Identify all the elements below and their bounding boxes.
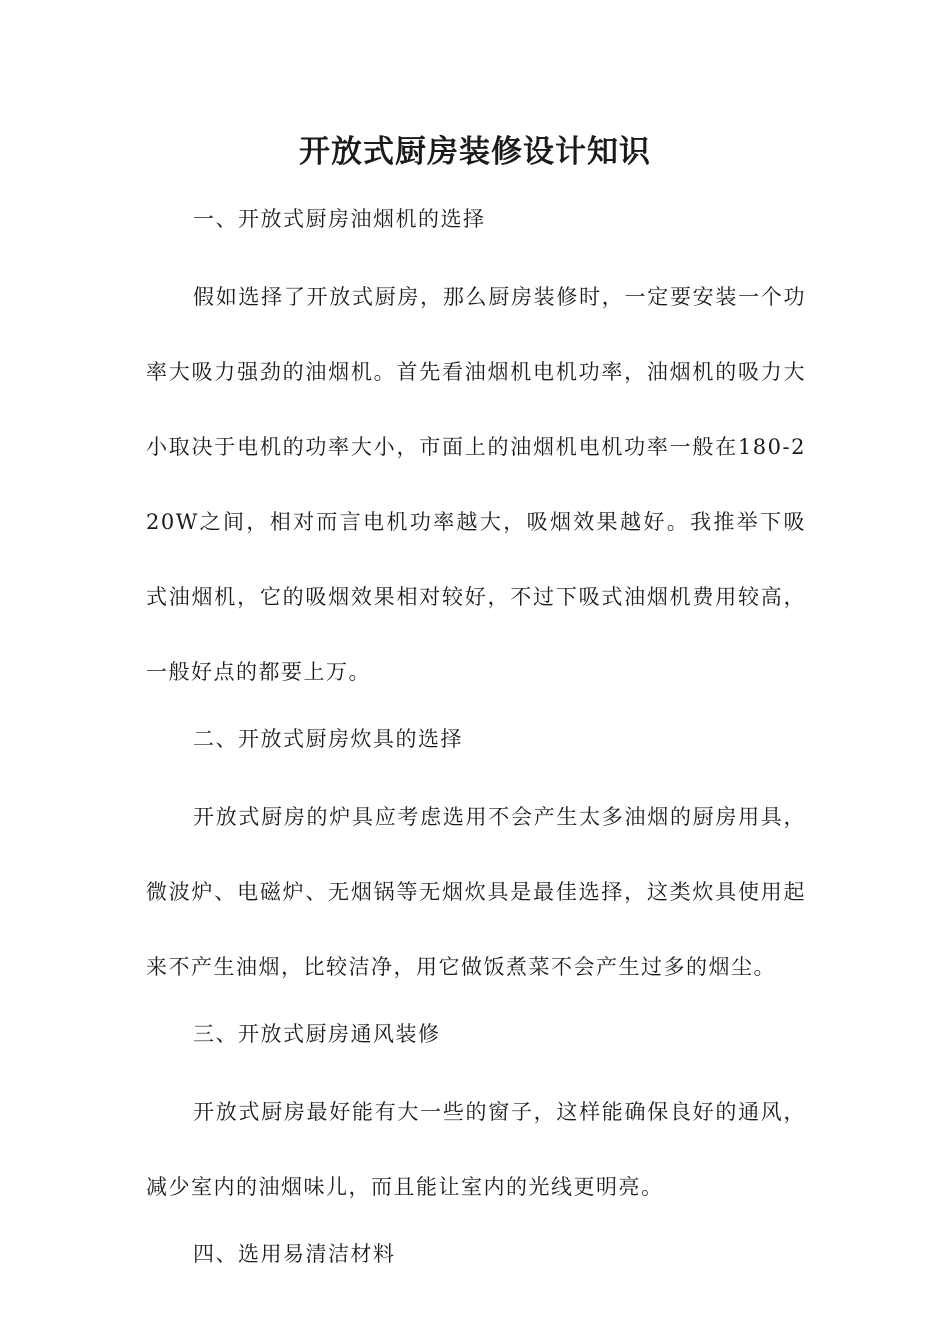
document-body	[146, 196, 806, 1295]
section-heading-2: 二、开放式厨房炊具的选择	[193, 727, 463, 751]
section-paragraph-3: 开放式厨房最好能有大一些的窗子，这样能确保良好的通风，减少室内的油烟味儿，而且能让室内的光线更明亮。	[146, 1100, 806, 1199]
section-paragraph-1: 假如选择了开放式厨房，那么厨房装修时，一定要安装一个功率大吸力强劲的油烟机。首先看油烟机电机功率，油烟机的吸力大小取决于电机的功率大小，市面上的油烟机电机功率一般在180-220W之间，相对而言电机功率越大，吸烟效果越好。我推举下吸式油烟机，它的吸烟效果相对较好，不过下吸式油烟机费用较高，一般好点的都要上万。	[146, 285, 806, 684]
section-paragraph-2: 开放式厨房的炉具应考虑选用不会产生太多油烟的厨房用具，微波炉、电磁炉、无烟锅等无烟炊具是最佳选择，这类炊具使用起来不产生油烟，比较洁净，用它做饭煮菜不会产生过多的烟尘。	[146, 805, 806, 979]
document-title: 开放式厨房装修设计知识	[299, 134, 651, 170]
section-heading-1: 一、开放式厨房油烟机的选择	[193, 207, 486, 231]
section-heading-4: 四、选用易清洁材料	[193, 1242, 396, 1266]
section-heading-3: 三、开放式厨房通风装修	[193, 1022, 441, 1046]
